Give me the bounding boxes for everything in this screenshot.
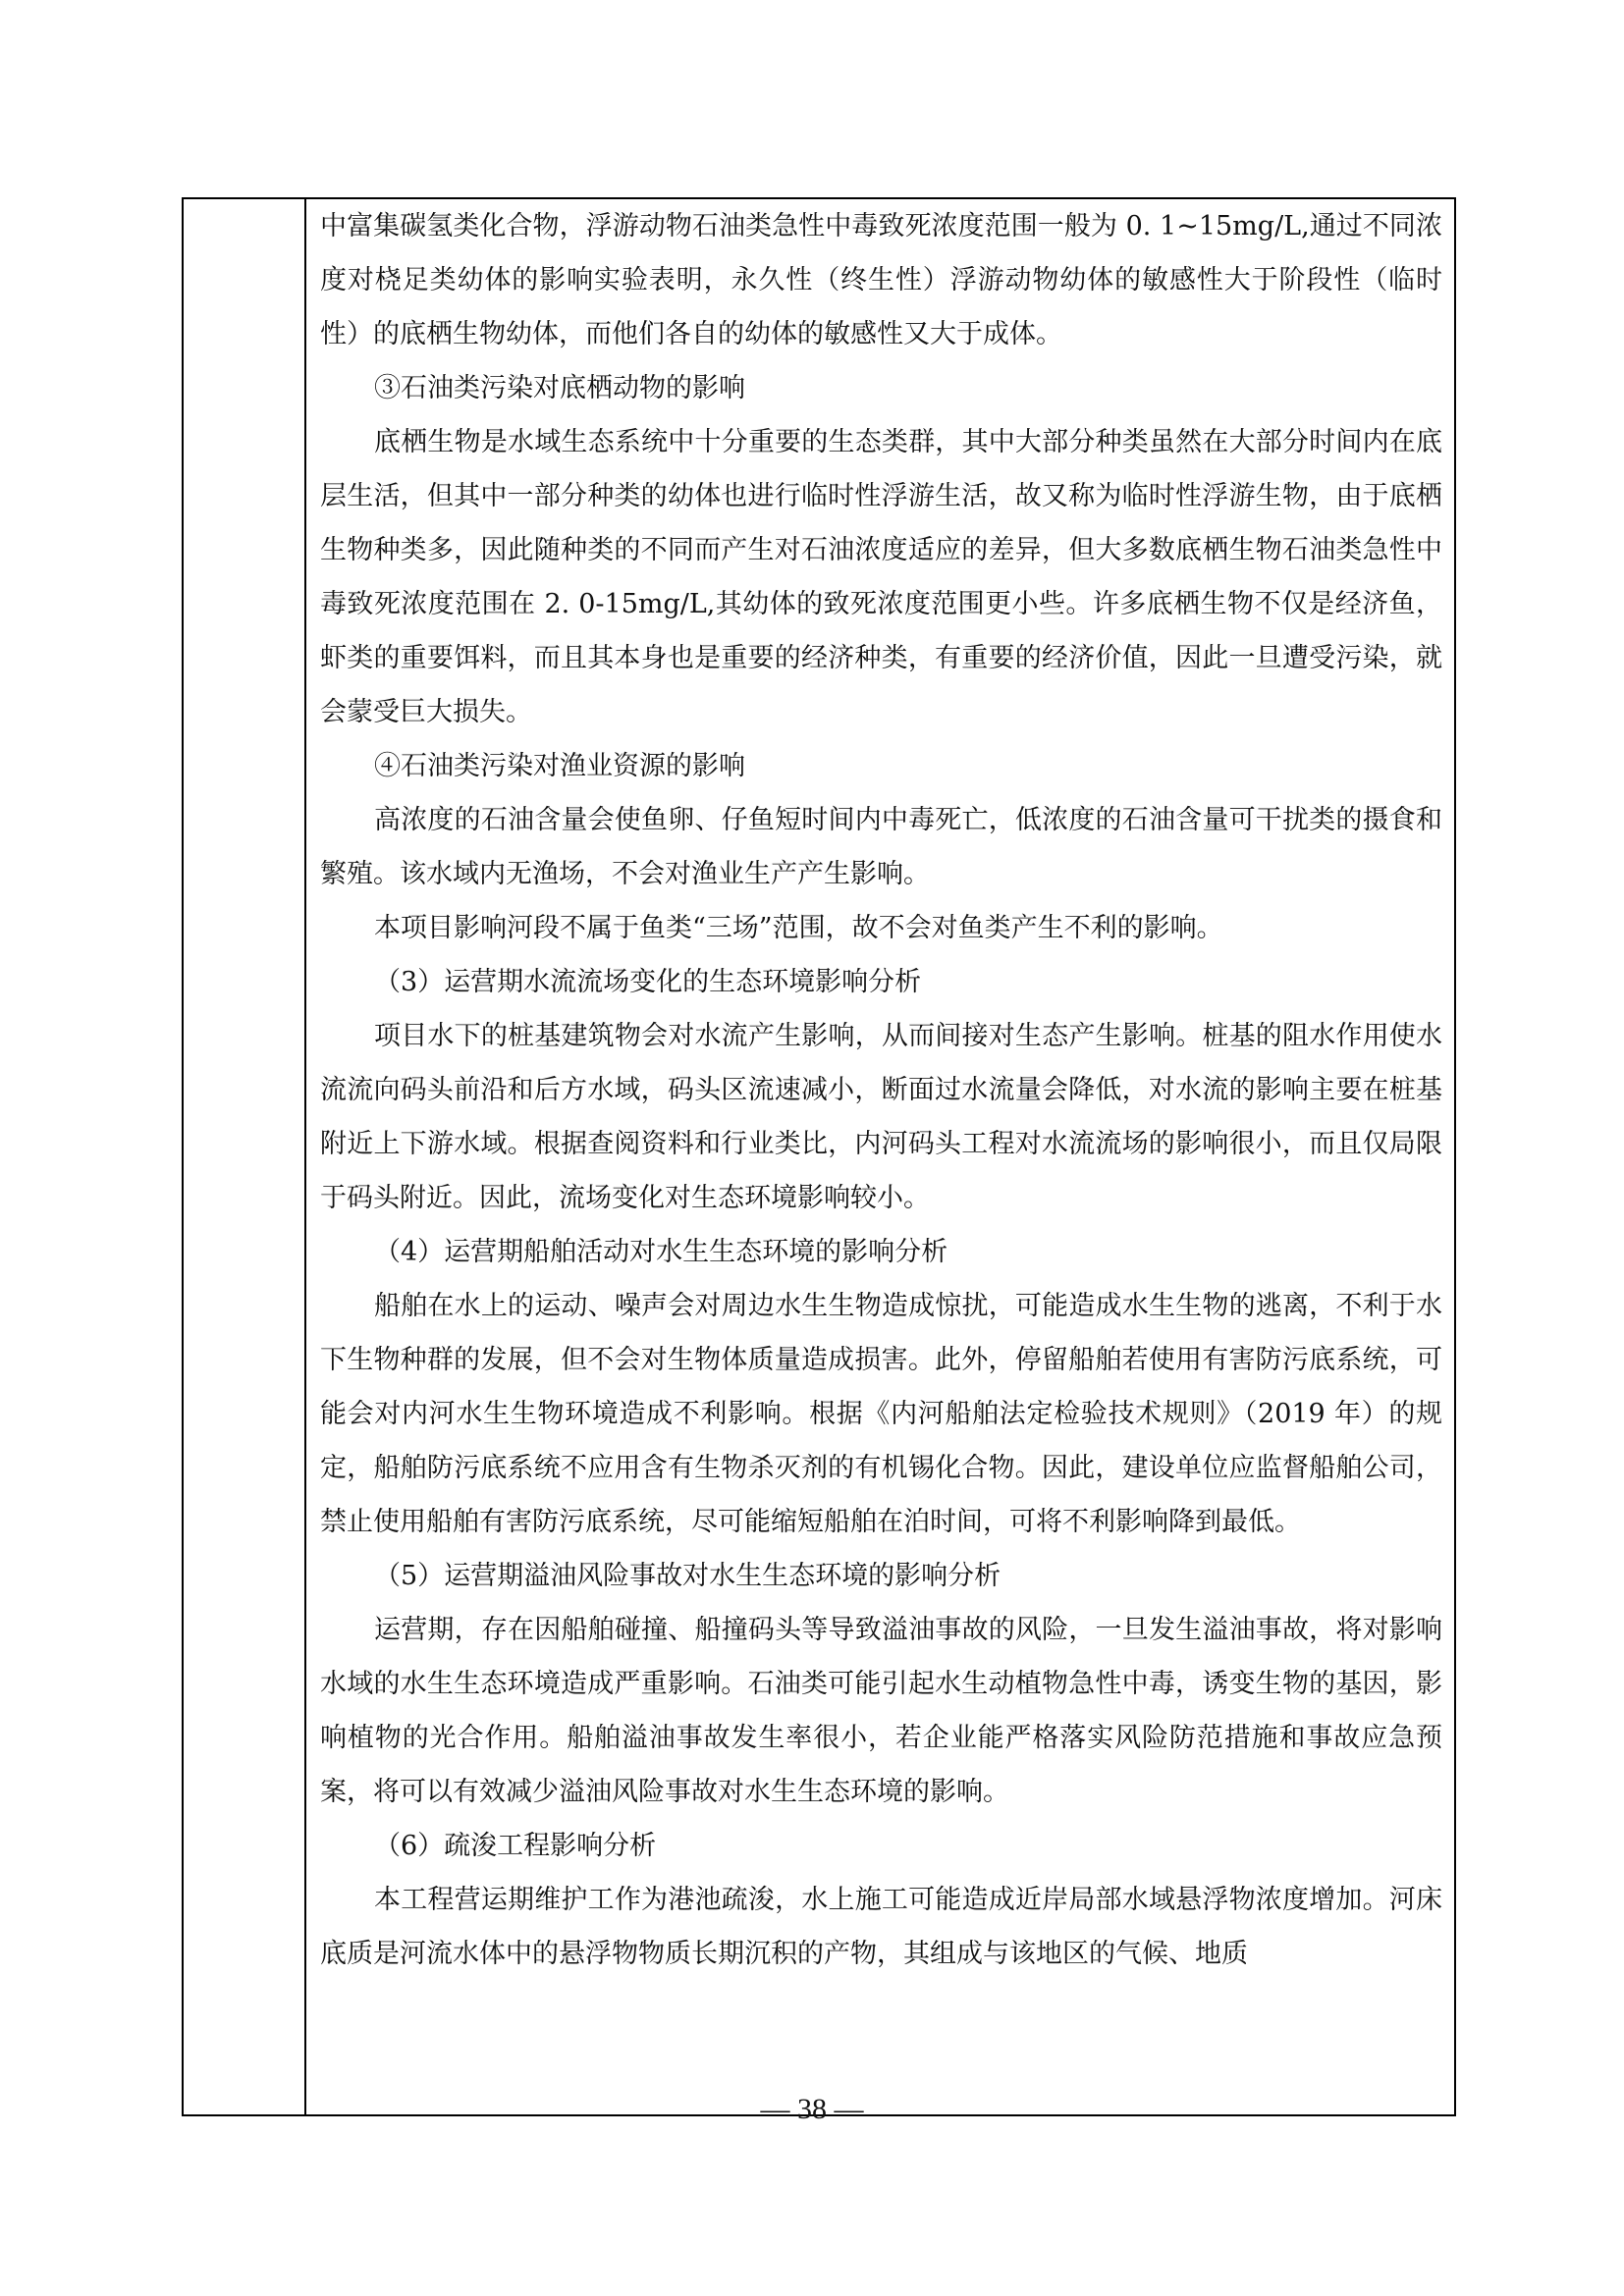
paragraph: 项目水下的桩基建筑物会对水流产生影响，从而间接对生态产生影响。桩基的阻水作用使水流流向码头前沿和后方水域，码头区流速减小，断面过水流量会降低，对水流的影响主要在桩基附近上下游水域。根据查阅资料和行业类比，内河码头工程对水流流场的影响很小，而且仅局限于码头附近。因此，流场变化对生态环境影响较小。: [320, 1021, 1442, 1213]
paragraph: 本项目影响河段不属于鱼类“三场”范围，故不会对鱼类产生不利的影响。: [374, 913, 1223, 943]
subheading: ④石油类污染对渔业资源的影响: [374, 751, 745, 781]
paragraph: 船舶在水上的运动、噪声会对周边水生生物造成惊扰，可能造成水生生物的逃离，不利于水下生物种群的发展，但不会对生物体质量造成损害。此外，停留船舶若使用有害防污底系统，可能会对内河水生生物环境造成不利影响。根据《内河船舶法定检验技术规则》（2019 年）的规定，船舶防污底系统不应用含有生物杀灭剂的有机锡化合物。因此，建设单位应监督船舶公司，禁止使用船舶有害防污底系统，尽可能缩短船舶在泊时间，可将不利影响降到最低。: [320, 1291, 1442, 1537]
paragraph: 本工程营运期维护工作为港池疏浚，水上施工可能造成近岸局部水域悬浮物浓度增加。河床底质是河流水体中的悬浮物物质长期沉积的产物，其组成与该地区的气候、地质: [320, 1885, 1442, 1969]
table-content-cell: [306, 199, 1454, 2114]
table-left-column: [184, 199, 306, 2114]
section-heading: （5）运营期溢油风险事故对水生生态环境的影响分析: [374, 1561, 1001, 1591]
paragraph: 高浓度的石油含量会使鱼卵、仔鱼短时间内中毒死亡，低浓度的石油含量可干扰类的摄食和繁殖。该水域内无渔场，不会对渔业生产产生影响。: [320, 805, 1442, 889]
paragraph: 底栖生物是水域生态系统中十分重要的生态类群，其中大部分种类虽然在大部分时间内在底层生活，但其中一部分种类的幼体也进行临时性浮游生活，故又称为临时性浮游生物，由于底栖生物种类多，因此随种类的不同而产生对石油浓度适应的差异，但大多数底栖生物石油类急性中毒致死浓度范围在 2. 0-15mg/L,其幼体的致死浓度范围更小些。许多底栖生物不仅是经济鱼，虾类的重要饵料，而且其本身也是重要的经济种类，有重要的经济价值，因此一旦遭受污染，就会蒙受巨大损失。: [320, 427, 1442, 727]
section-heading: （3）运营期水流流场变化的生态环境影响分析: [374, 967, 922, 997]
content-table: [182, 197, 1456, 2116]
section-heading: （4）运营期船舶活动对水生生态环境的影响分析: [374, 1237, 948, 1267]
section-heading: （6）疏浚工程影响分析: [374, 1831, 657, 1861]
subheading: ③石油类污染对底栖动物的影响: [374, 373, 745, 403]
paragraph: 中富集碳氢类化合物，浮游动物石油类急性中毒致死浓度范围一般为 0. 1~15mg/L,通过不同浓度对桡足类幼体的影响实验表明，永久性（终生性）浮游动物幼体的敏感性大于阶段性（临时性）的底栖生物幼体，而他们各自的幼体的敏感性又大于成体。: [320, 211, 1442, 349]
page-number: — 38 —: [760, 2093, 864, 2125]
paragraph: 运营期，存在因船舶碰撞、船撞码头等导致溢油事故的风险，一旦发生溢油事故，将对影响水域的水生生态环境造成严重影响。石油类可能引起水生动植物急性中毒，诱变生物的基因，影响植物的光合作用。船舶溢油事故发生率很小，若企业能严格落实风险防范措施和事故应急预案，将可以有效减少溢油风险事故对水生生态环境的影响。: [320, 1615, 1442, 1807]
